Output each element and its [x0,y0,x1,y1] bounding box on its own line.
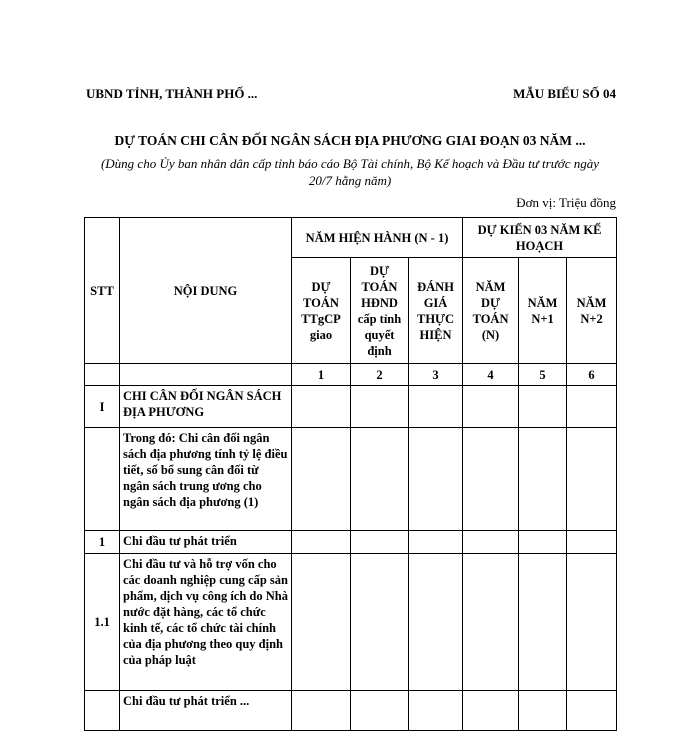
document-title: DỰ TOÁN CHI CÂN ĐỐI NGÂN SÁCH ĐỊA PHƯƠNG GIAI ĐOẠN 03 NĂM ... [114,133,586,148]
row-content: Chi đầu tư phát triển ... [120,691,292,731]
value-cell [567,554,617,691]
row-stt [85,691,120,731]
col-header-4: NĂM DỰ TOÁN (N) [463,258,519,364]
value-cell [351,428,409,531]
row-stt: I [85,386,120,428]
row-stt: 1 [85,531,120,554]
row-content: Trong đó: Chi cân đối ngân sách địa phương tính tỷ lệ điều tiết, số bổ sung cân đối từ ngân sách trung ương cho ngân sách địa phương (1) [120,428,292,531]
table-row [85,691,617,731]
value-cell [519,554,567,691]
unit-label: Đơn vị: Triệu đồng [516,195,616,210]
value-cell [463,531,519,554]
value-cell [351,691,409,731]
value-cell [463,428,519,531]
column-number-cell [120,364,292,386]
value-cell [292,428,351,531]
column-number-row [85,364,617,386]
value-cell [351,554,409,691]
budget-table [84,217,617,731]
table-row [85,531,617,554]
value-cell [567,531,617,554]
value-cell [351,386,409,428]
column-number-cell: 2 [351,364,409,386]
value-cell [567,386,617,428]
column-number-cell: 4 [463,364,519,386]
column-number-cell: 5 [519,364,567,386]
value-cell [351,531,409,554]
table-row [85,554,617,691]
column-number-cell [85,364,120,386]
value-cell [519,428,567,531]
value-cell [409,386,463,428]
group-current-year: NĂM HIỆN HÀNH (N - 1) [292,218,463,258]
row-content: CHI CÂN ĐỐI NGÂN SÁCH ĐỊA PHƯƠNG [120,386,292,428]
value-cell [519,691,567,731]
value-cell [409,691,463,731]
value-cell [463,554,519,691]
row-content: Chi đầu tư và hỗ trợ vốn cho các doanh nghiệp cung cấp sản phẩm, dịch vụ công ích do Nhà nước đặt hàng, các tổ chức kinh tế, các tổ chức tài chính của địa phương theo quy định của pháp luật [120,554,292,691]
value-cell [409,428,463,531]
column-number-cell: 3 [409,364,463,386]
value-cell [463,691,519,731]
col-header-6: NĂM N+2 [567,258,617,364]
header-row-1 [85,218,617,258]
content-header: NỘI DUNG [120,218,292,364]
value-cell [409,531,463,554]
col-header-3: ĐÁNH GIÁ THỰC HIỆN [409,258,463,364]
stt-header: STT [85,218,120,364]
value-cell [292,554,351,691]
table-row [85,428,617,531]
table-row [85,386,617,428]
form-number: MẪU BIỂU SỐ 04 [513,86,616,101]
column-number-cell: 6 [567,364,617,386]
column-number-cell: 1 [292,364,351,386]
col-header-1: DỰ TOÁN TTgCP giao [292,258,351,364]
value-cell [519,531,567,554]
row-stt [85,428,120,531]
col-header-2: DỰ TOÁN HĐND cấp tỉnh quyết định [351,258,409,364]
value-cell [292,386,351,428]
value-cell [567,691,617,731]
value-cell [409,554,463,691]
value-cell [292,531,351,554]
row-content: Chi đầu tư phát triển [120,531,292,554]
value-cell [519,386,567,428]
row-stt: 1.1 [85,554,120,691]
group-plan-years: DỰ KIẾN 03 NĂM KẾ HOẠCH [463,218,617,258]
document-subtitle: (Dùng cho Ủy ban nhân dân cấp tỉnh báo cáo Bộ Tài chính, Bộ Kế hoạch và Đầu tư trước ngày 20/7 hằng năm) [100,156,600,188]
value-cell [567,428,617,531]
value-cell [463,386,519,428]
agency-name: UBND TỈNH, THÀNH PHỐ ... [86,86,258,101]
value-cell [292,691,351,731]
col-header-5: NĂM N+1 [519,258,567,364]
